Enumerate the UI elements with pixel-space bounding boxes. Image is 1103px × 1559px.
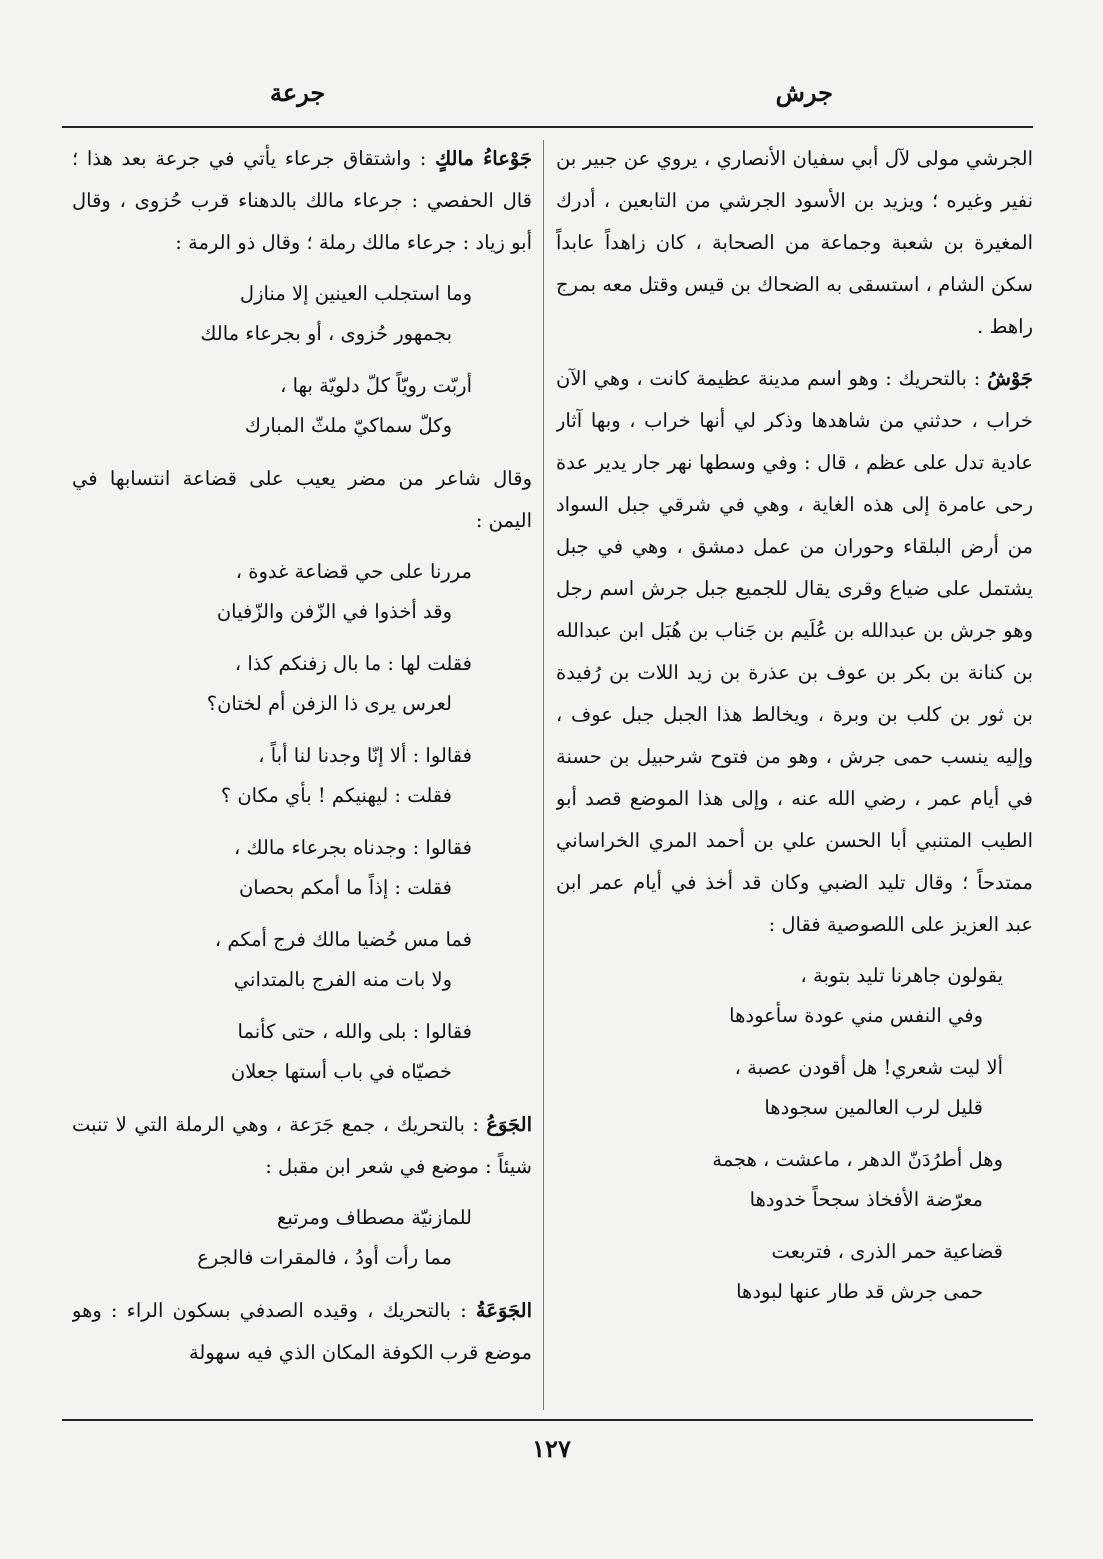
verse-line: فقلت لها : ما بال زفنكم كذا ، [234,652,472,675]
verse-line: قليل لرب العالمين سجودها [764,1096,983,1119]
verse-line: قضاعية حمر الذرى ، فتربعت [771,1240,1003,1263]
verse-line: معرّضة الأفخاذ سجحاً خدودها [749,1188,983,1211]
verse-line: وهل أطرُدَنّ الدهر ، ماعشت ، هجمة [712,1148,1003,1171]
poem-block [72,274,532,354]
verse-line: فقالوا : ألا إنّا وجدنا لنا أباً ، [258,744,472,767]
entry-jarau-malik [72,138,532,264]
entry-al-jaraa [72,1290,532,1374]
verse-line: ولا بات منه الفرج بالمتداني [233,968,452,991]
verse-line: ألا ليت شعري! هل أقودن عصبة ، [734,1056,1003,1079]
verse-line: للمازنيّة مصطاف ومرتبع [276,1206,472,1229]
poem-block [72,552,532,632]
entry-body: : بالتحريك : وهو اسم مدينة عظيمة كانت ، وهي الآن خراب ، حدثني من شاهدها وذكر لي أنها خراب ، وبها آثار عادية تدل على عظم ، قال : وفي وسطها نهر جار يدير عدة رحى عامرة إلى هذه الغاية ، وهي في شرقي جبل السواد من أرض البلقاء وحوران من عمل دمشق ، وهي في جبل يشتمل على ضياع وقرى يقال للجميع جبل جرش اسم رجل وهو جرش بن عبدالله بن عُلَيم بن جَناب بن هُبَل ابن عبدالله بن كنانة بن بكر بن عوف بن عذرة بن زيد اللات بن رُفيدة بن ثور بن كلب بن وبرة ، ويخالط هذا الجبل جبل عوف ، وإليه ينسب حمى جرش ، وهو من فتوح شرحبيل بن حسنة في أيام عمر ، رضي الله عنه ، وإلى هذا الموضع قصد أبو الطيب المتنبي أبا الحسن علي بن أحمد المري الخراساني ممتدحاً ؛ وقال تليد الضبي وكان قد أخذ في أيام عمر ابن عبد العزيز على اللصوصية فقال : [556,367,1033,936]
poem-block [72,1012,532,1092]
running-header [60,72,1043,112]
poem-block [72,736,532,816]
poem-block [72,828,532,908]
verse-line: وما استجلب العينين إلا منازل [239,282,472,305]
entry-continuation: وقال شاعر من مضر يعيب على قضاعة انتسابها في اليمن : [72,467,532,532]
entry-headword: الجَوَعُ [486,1113,532,1136]
entry-jarash [556,358,1033,946]
footer-rule [62,1419,1033,1421]
entry-headword: الجَوَعَةُ [475,1299,532,1322]
poem-block [72,366,532,446]
verse-line: يقولون جاهرنا تليد بتوبة ، [800,964,1003,987]
entry-headword: جَوْشُ [987,367,1033,390]
verse-line: خصيّاه في باب أستها جعلان [230,1060,452,1083]
entry-body: : بالتحريك ، وقيده الصدفي بسكون الراء : وهو موضع قرب الكوفة المكان الذي فيه سهولة [72,1299,532,1364]
page-number: ١٢٧ [532,1434,571,1463]
verse-line: أربّت رويّاً كلّ دلويّة بها ، [280,374,472,397]
right-column [556,138,1033,1408]
entry-body: : واشتقاق جرعاء يأتي في جرعة بعد هذا ؛ قال الحفصي : جرعاء مالك بالدهناء قرب حُزوى ، وقال أبو زياد : جرعاء مالك رملة ؛ وقال ذو الرمة : [72,147,532,254]
entry-al-jara [72,1104,532,1188]
right-running-head: جرش [775,78,833,107]
verse-line: وفي النفس مني عودة سأعودها [729,1004,983,1027]
entry-body: : بالتحريك ، جمع جَرَعة ، وهي الرملة التي لا تنبت شيئاً : موضع في شعر ابن مقبل : [72,1113,532,1178]
entry-headword: جَوْعاءُ مالكٍ [435,147,532,170]
entry-continuation: الجرشي مولى لآل أبي سفيان الأنصاري ، يروي عن جبير بن نفير وغيره ؛ ويزيد بن الأسود الجرشي من التابعين ، أدرك المغيرة بن شعبة وجماعة من الصحابة ، كان زاهداً عابداً سكن الشام ، استسقى به الضحاك بن قيس وقتل معه بمرج راهط . [556,147,1033,338]
verse-line: بجمهور حُزوى ، أو بجرعاء مالك [200,322,452,345]
column-divider [543,140,544,1410]
poem-block [556,1048,1033,1128]
poem-block [72,1198,532,1278]
verse-line: فقلت : ليهنيكم ! بأي مكان ؟ [220,784,452,807]
verse-line: فما مس حُضيا مالك فرج أمكم ، [214,928,472,951]
poem-block [556,956,1033,1036]
verse-line: لعرس يرى ذا الزفن أم لختان؟ [206,692,452,715]
left-running-head: جرعة [270,78,326,107]
verse-line: وكلّ سماكيّ ملثّ المبارك [244,414,452,437]
verse-line: فقلت : إذاً ما أمكم بحصان [238,876,452,899]
verse-line: وقد أخذوا في الزّفن والزّفيان [216,600,452,623]
poem-block [556,1140,1033,1220]
verse-line: مررنا على حي قضاعة غدوة ، [235,560,472,583]
poem-block [72,644,532,724]
verse-line: حمى جرش قد طار عنها لبودها [736,1280,983,1303]
verse-line: مما رأت أودُ ، فالمقرات فالجرع [197,1246,452,1269]
poem-block [556,1232,1033,1312]
verse-line: فقالوا : وجدناه بجرعاء مالك ، [234,836,472,859]
left-column [72,138,532,1408]
verse-line: فقالوا : بلى والله ، حتى كأنما [237,1020,472,1043]
poem-block [72,920,532,1000]
header-rule [62,126,1033,128]
